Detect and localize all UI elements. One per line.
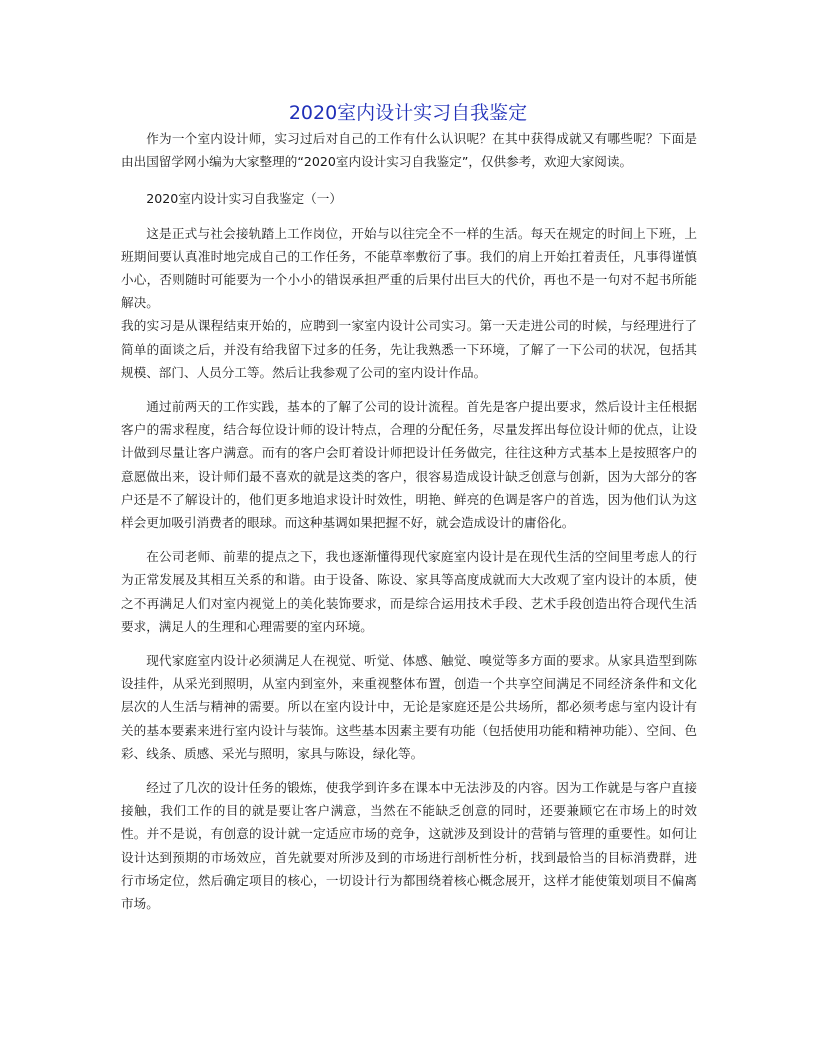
body-paragraph-3: 通过前两天的工作实践，基本的了解了公司的设计流程。首先是客户提出要求，然后设计主任根据客户的需求程度，结合每位设计师的设计特点，合理的分配任务，尽量发挥出每位设计师的优点，让设计做到尽量让客户满意。而有的客户会盯着设计师把设计任务做完，往往这种方式基本上是按照客户的意愿做出来，设计师们最不喜欢的就是这类的客户，很容易造成设计缺乏创意与创新，因为大部分的客户还是不了解设计的，他们更多地追求设计时效性，明艳、鲜亮的色调是客户的首选，因为他们认为这样会更加吸引消费者的眼球。而这种基调如果把握不好，就会造成设计的庸俗化。	[121, 399, 697, 531]
body-paragraph-2: 我的实习是从课程结束开始的，应聘到一家室内设计公司实习。第一天走进公司的时候，与经理进行了简单的面谈之后，并没有给我留下过多的任务，先让我熟悉一下环境，了解了一下公司的状况，包括其规模、部门、人员分工等。然后让我参观了公司的室内设计作品。	[121, 318, 697, 380]
document-title: 2020室内设计实习自我鉴定	[288, 102, 528, 124]
body-paragraph-4: 在公司老师、前辈的提点之下，我也逐渐懂得现代家庭室内设计是在现代生活的空间里考虑人的行为正常发展及其相互关系的和谐。由于设备、陈设、家具等高度成就而大大改观了室内设计的本质，使之不再满足人们对室内视觉上的美化装饰要求，而是综合运用技术手段、艺术手段创造出符合现代生活要求，满足人的生理和心理需要的室内环境。	[121, 549, 697, 634]
document-body	[121, 127, 697, 915]
intro-paragraph: 作为一个室内设计师，实习过后对自己的工作有什么认识呢？在其中获得成就又有哪些呢？下面是由出国留学网小编为大家整理的“2020室内设计实习自我鉴定”，仅供参考，欢迎大家阅读。	[121, 131, 697, 170]
section-heading: 2020室内设计实习自我鉴定（一）	[146, 191, 342, 207]
body-paragraph-1: 这是正式与社会接轨踏上工作岗位，开始与以往完全不一样的生活。每天在规定的时间上下班，上班期间要认真准时地完成自己的工作任务，不能草率敷衍了事。我们的肩上开始扛着责任，凡事得谨慎小心，否则随时可能要为一个小小的错误承担严重的后果付出巨大的代价，再也不是一句对不起书所能解决。	[121, 225, 697, 311]
body-paragraph-5: 现代家庭室内设计必须满足人在视觉、听觉、体感、触觉、嗅觉等多方面的要求。从家具造型到陈设挂件，从采光到照明，从室内到室外，来重视整体布置，创造一个共享空间满足不同经济条件和文化层次的人生活与精神的需要。所以在室内设计中，无论是家庭还是公共场所，都必须考虑与室内设计有关的基本要素来进行室内设计与装饰。这些基本因素主要有功能（包括使用功能和精神功能）、空间、色彩、线条、质感、采光与照明，家具与陈设，绿化等。	[121, 653, 697, 761]
body-paragraph-6: 经过了几次的设计任务的锻炼，使我学到许多在课本中无法涉及的内容。因为工作就是与客户直接接触，我们工作的目的就是要让客户满意，当然在不能缺乏创意的同时，还要兼顾它在市场上的时效性。并不是说，有创意的设计就一定适应市场的竞争，这就涉及到设计的营销与管理的重要性。如何让设计达到预期的市场效应，首先就要对所涉及到的市场进行剖析性分析，找到最恰当的目标消费群，进行市场定位，然后确定项目的核心，一切设计行为都围绕着核心概念展开，这样才能使策划项目不偏离市场。	[121, 780, 697, 912]
